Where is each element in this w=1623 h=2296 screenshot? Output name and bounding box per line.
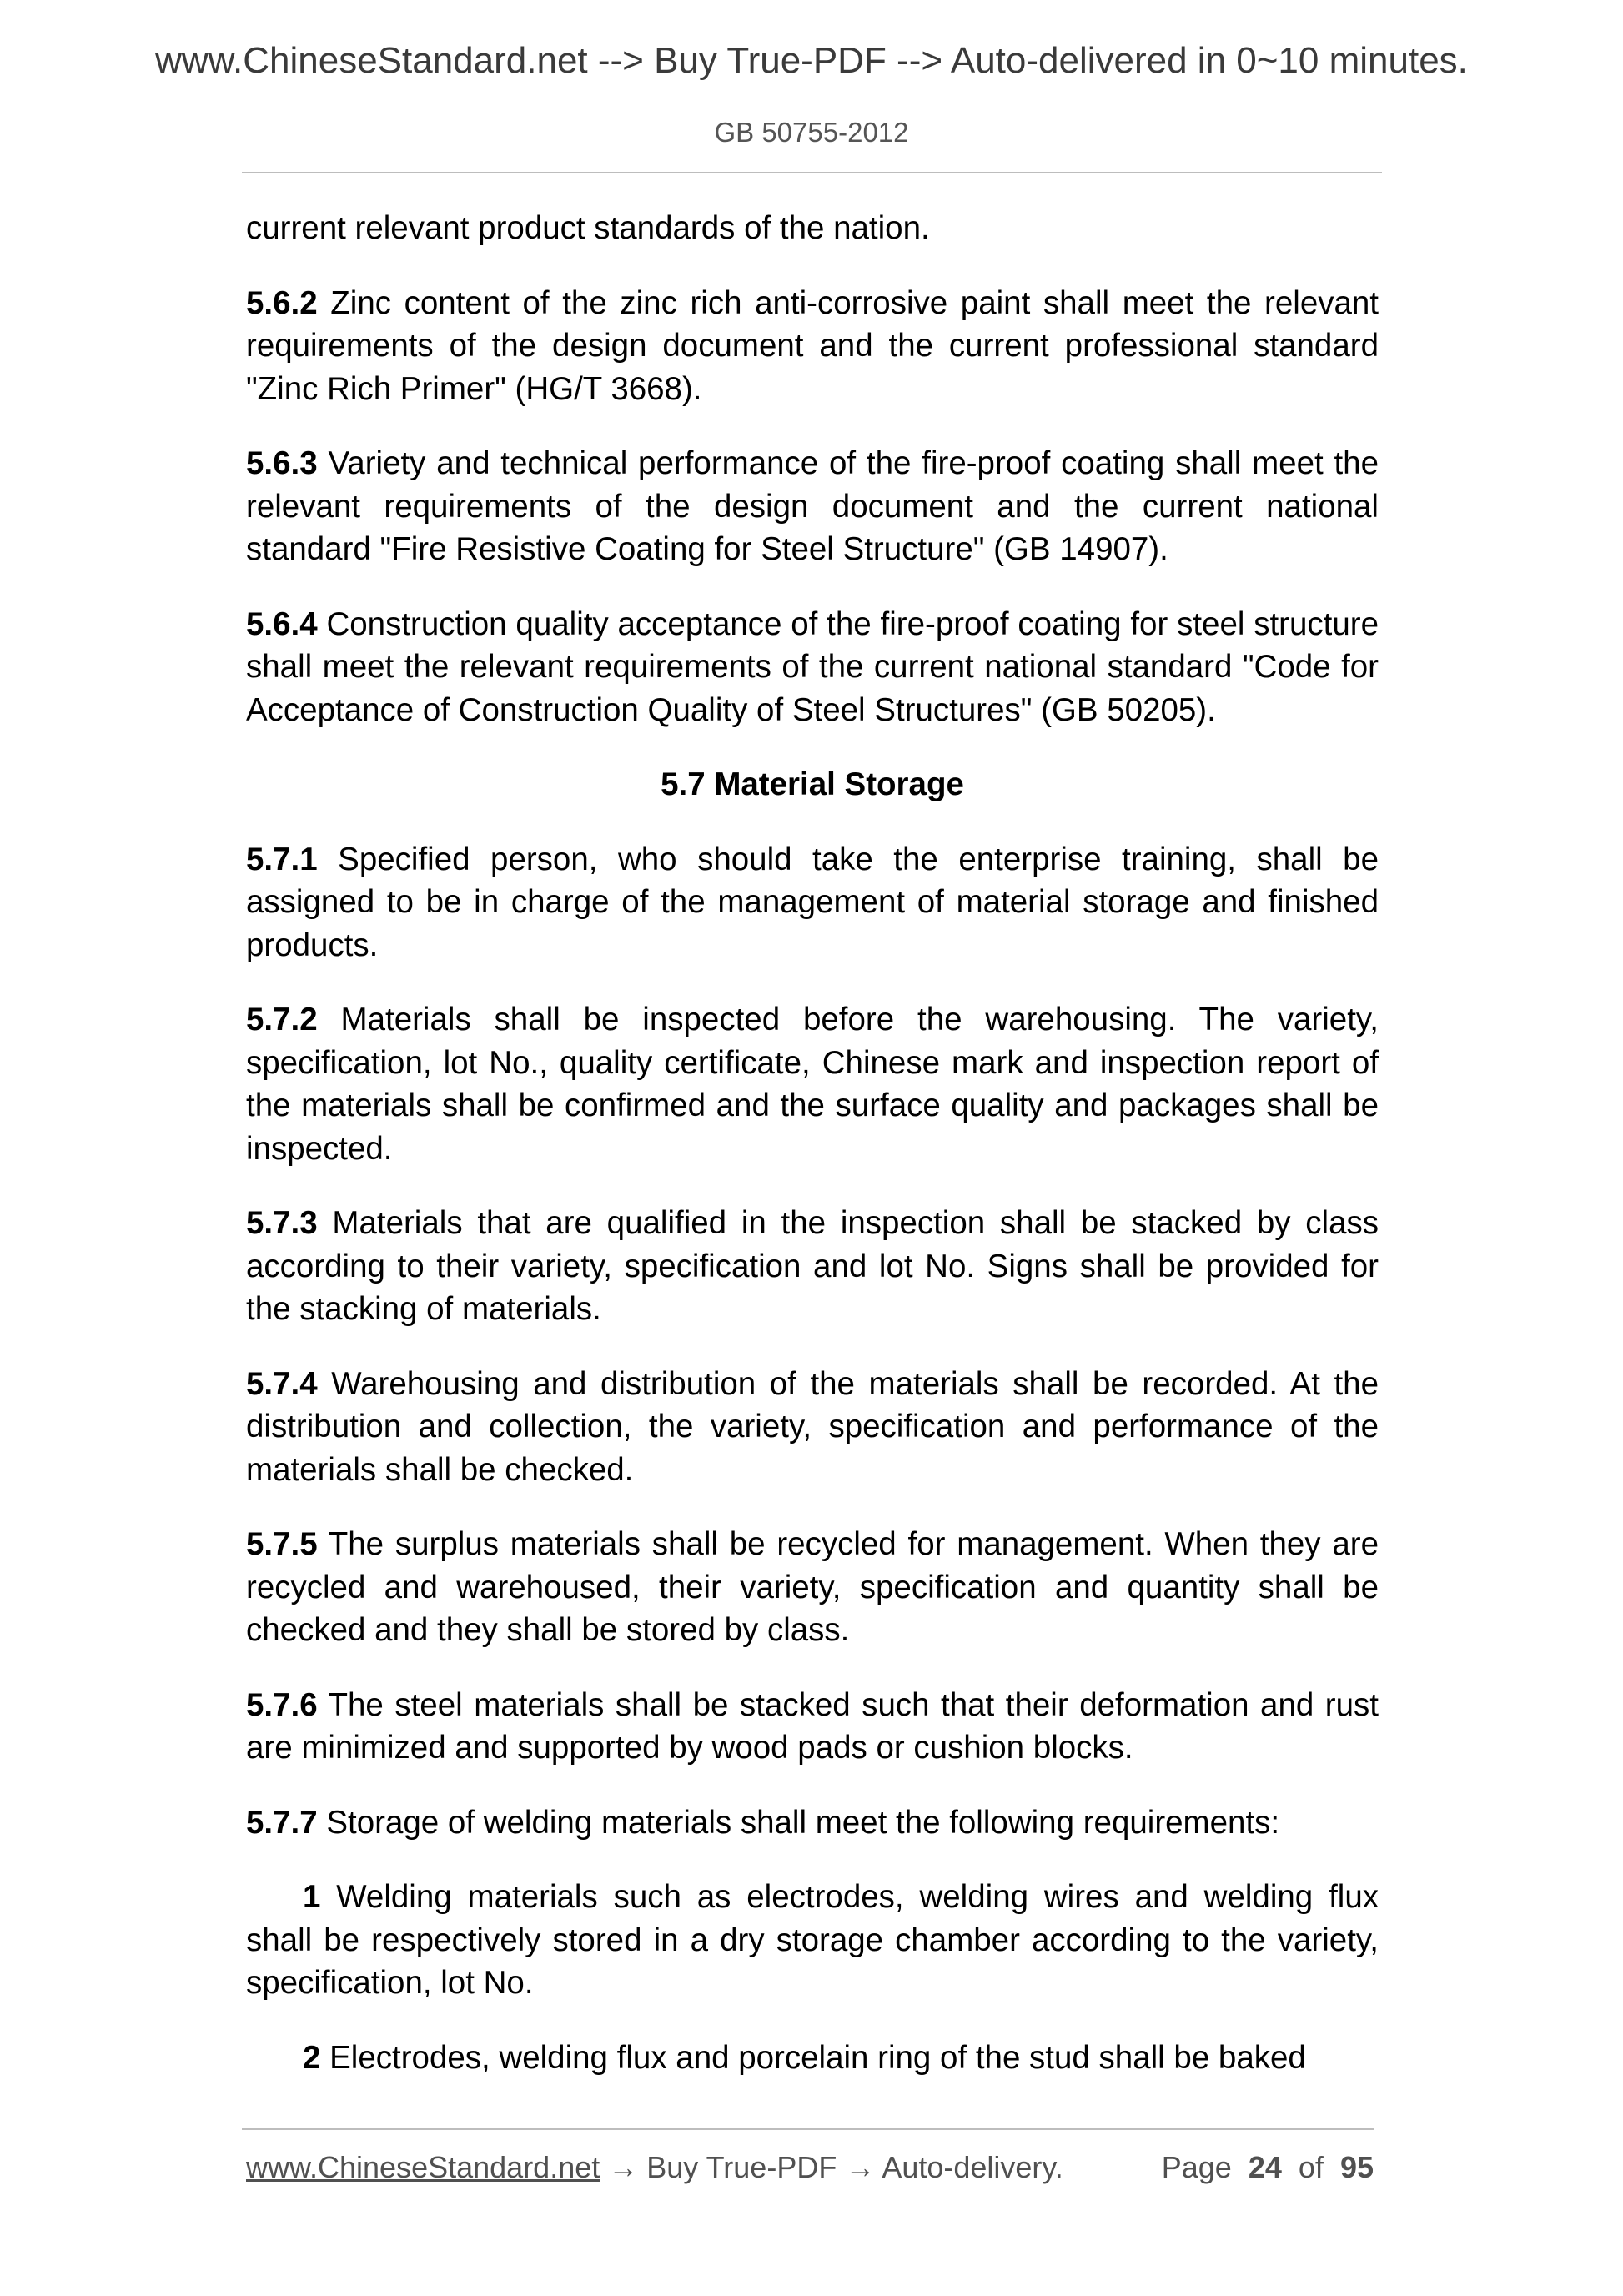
clause-number: 5.7.7 [246, 1804, 318, 1841]
clause-number: 5.7.4 [246, 1365, 318, 1402]
item-text: Welding materials such as electrodes, welding wires and welding flux shall be respectively stored in a dry storage chamber according to the variety, specification, lot No. [246, 1879, 1379, 2001]
clause-number: 5.6.3 [246, 445, 318, 481]
clause-number: 5.7.2 [246, 1002, 318, 1037]
clause-5-7-7 [246, 1801, 1379, 1845]
item-number: 2 [303, 2039, 321, 2076]
of-label: of [1298, 2150, 1324, 2184]
clause-text: Materials that are qualified in the inspection shall be stacked by class according to their variety, specification and lot No. Signs shall be provided for the stacking of materials. [246, 1205, 1379, 1327]
clause-text: Construction quality acceptance of the fire-proof coating for steel structure shall meet the relevant requirements of the current national standard "Code for Acceptance of Construction Quality of Steel Structures" (GB 50205). [246, 605, 1379, 728]
clause-5-7-5 [246, 1523, 1379, 1652]
clause-5-7-4 [246, 1363, 1379, 1492]
clause-5-6-2 [246, 282, 1379, 411]
clause-5-6-3 [246, 442, 1379, 571]
footer-divider [242, 2128, 1374, 2130]
item-number: 1 [303, 1879, 321, 1915]
clause-text: The steel materials shall be stacked such that their deformation and rust are minimized and supported by wood pads or cushion blocks. [246, 1686, 1379, 1766]
clause-5-7-3 [246, 1202, 1379, 1331]
clause-number: 5.7.1 [246, 841, 318, 877]
list-item [246, 2037, 1379, 2080]
clause-number: 5.6.2 [246, 284, 318, 321]
standard-code: GB 50755-2012 [714, 117, 909, 148]
clause-number: 5.6.4 [246, 605, 318, 642]
section-heading: 5.7 Material Storage [661, 766, 964, 802]
clause-text: Storage of welding materials shall meet the following requirements: [326, 1804, 1280, 1841]
clause-number: 5.7.3 [246, 1205, 318, 1241]
clause-5-7-2 [246, 998, 1379, 1170]
page-content [246, 207, 1379, 2111]
clause-number: 5.7.5 [246, 1526, 318, 1562]
clause-text: Variety and technical performance of the fire-proof coating shall meet the relevant requirements of the design document and the current national standard "Fire Resistive Coating for Steel Structure" (GB 14907). [246, 445, 1379, 567]
total-pages: 95 [1339, 2150, 1374, 2184]
item-text: Electrodes, welding flux and porcelain ring of the stud shall be baked [329, 2039, 1306, 2076]
clause-text: Warehousing and distribution of the materials shall be recorded. At the distribution and collection, the variety, specification and performance of the materials shall be checked. [246, 1365, 1379, 1488]
page-indicator [1162, 2150, 1374, 2185]
top-banner: www.ChineseStandard.net --> Buy True-PDF --> Auto-delivered in 0~10 minutes. [155, 40, 1468, 81]
list-item [246, 1876, 1379, 2005]
clause-5-6-4 [246, 603, 1379, 732]
page-number: 24 [1248, 2150, 1282, 2184]
continuation-text: current relevant product standards of the nation. [246, 210, 930, 246]
clause-text: Specified person, who should take the enterprise training, shall be assigned to be in charge of the management of material storage and finished products. [246, 841, 1379, 963]
header-divider [242, 172, 1382, 173]
page-label: Page [1161, 2150, 1232, 2184]
clause-5-7-6 [246, 1684, 1379, 1770]
clause-number: 5.7.6 [246, 1686, 318, 1723]
site-link[interactable]: www.ChineseStandard.net [246, 2150, 600, 2184]
clause-text: The surplus materials shall be recycled for management. When they are recycled and warehoused, their variety, specification and quantity shall be checked and they shall be stored by class. [246, 1526, 1379, 1648]
clause-5-7-1 [246, 838, 1379, 967]
clause-text: Materials shall be inspected before the warehousing. The variety, specification, lot No., quality certificate, Chinese mark and inspection report of the materials shall be confirmed and the surface quality and packages shall be inspected. [246, 1002, 1379, 1167]
footer-promo [246, 2150, 1063, 2185]
footer-tagline: → Buy True-PDF → Auto-delivery. [600, 2150, 1063, 2184]
clause-text: Zinc content of the zinc rich anti-corrosive paint shall meet the relevant requirements of the design document and the current professional standard "Zinc Rich Primer" (HG/T 3668). [246, 284, 1379, 407]
